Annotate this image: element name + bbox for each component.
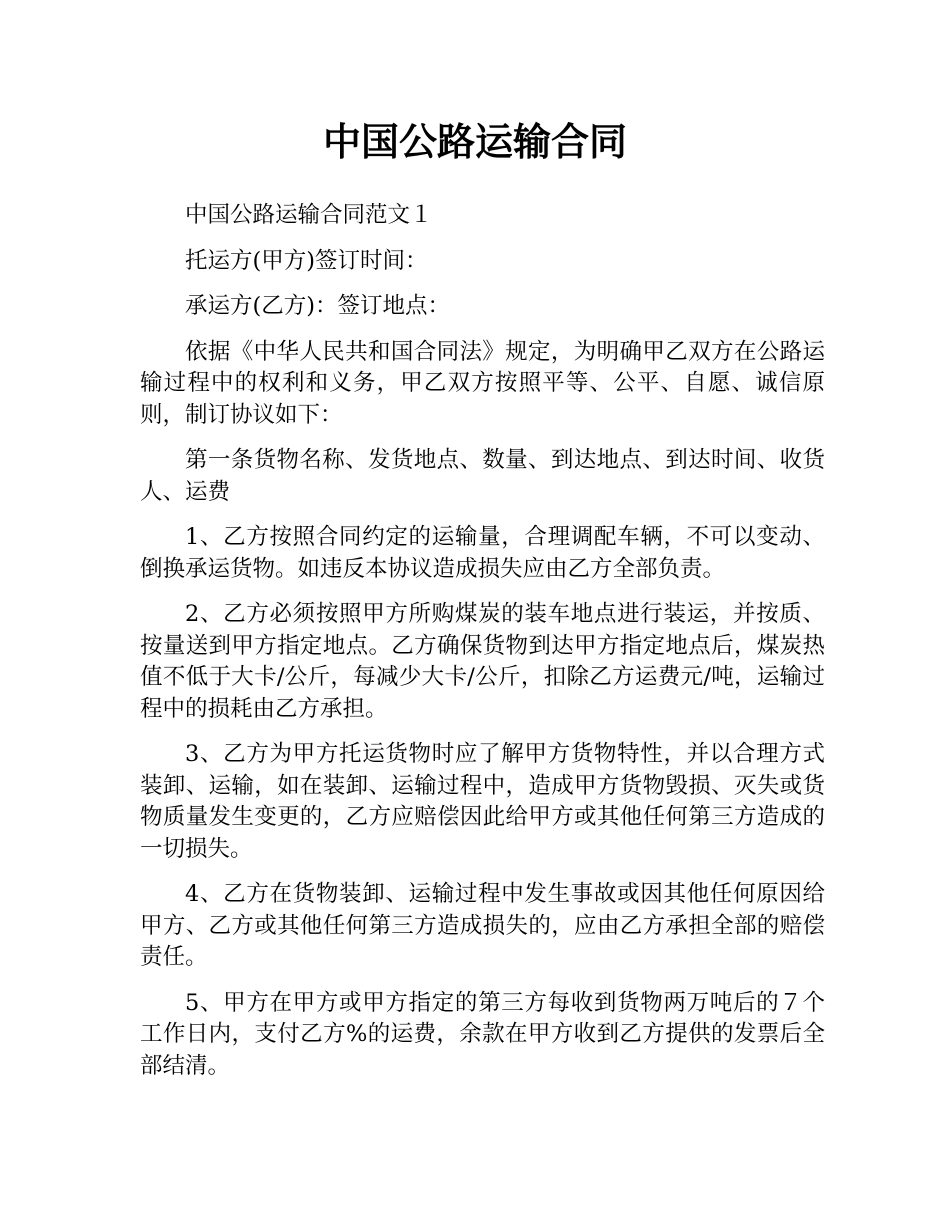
paragraph-clause-1: 1、乙方按照合同约定的运输量，合理调配车辆，不可以变动、倒换承运货物。如违反本协议造成损失应由乙方全部负责。 bbox=[140, 524, 825, 582]
paragraph-clause-2: 2、乙方必须按照甲方所购煤炭的装车地点进行装运，并按质、按量送到甲方指定地点。乙方确保货物到达甲方指定地点后，煤炭热值不低于大卡/公斤，每减少大卡/公斤，扣除乙方运费元/吨，运输过程中的损耗由乙方承担。 bbox=[140, 601, 825, 722]
paragraph-clause-3: 3、乙方为甲方托运货物时应了解甲方货物特性，并以合理方式装卸、运输，如在装卸、运输过程中，造成甲方货物毁损、灭失或货物质量发生变更的，乙方应赔偿因此给甲方或其他任何第三方造成的一切损失。 bbox=[140, 741, 825, 862]
paragraph-carrier: 承运方(乙方)：签订地点： bbox=[185, 293, 451, 319]
paragraph-article-1: 第一条货物名称、发货地点、数量、到达地点、到达时间、收货人、运费 bbox=[140, 447, 825, 505]
document-title: 中国公路运输合同 bbox=[322, 120, 627, 164]
paragraph-sample-heading: 中国公路运输合同范文１ bbox=[185, 202, 433, 228]
paragraph-clause-4: 4、乙方在货物装卸、运输过程中发生事故或因其他任何原因给甲方、乙方或其他任何第三方造成损失的，应由乙方承担全部的赔偿责任。 bbox=[140, 881, 825, 970]
paragraph-consignor: 托运方(甲方)签订时间： bbox=[185, 247, 428, 274]
document-body bbox=[140, 200, 825, 1096]
paragraph-clause-5: 5、甲方在甲方或甲方指定的第三方每收到货物两万吨后的７个工作日内，支付乙方%的运费，余款在甲方收到乙方提供的发票后全部结清。 bbox=[140, 989, 825, 1079]
paragraph-preamble: 依据《中华人民共和国合同法》规定，为明确甲乙双方在公路运输过程中的权利和义务，甲乙双方按照平等、公平、自愿、诚信原则，制订协议如下： bbox=[140, 338, 825, 428]
